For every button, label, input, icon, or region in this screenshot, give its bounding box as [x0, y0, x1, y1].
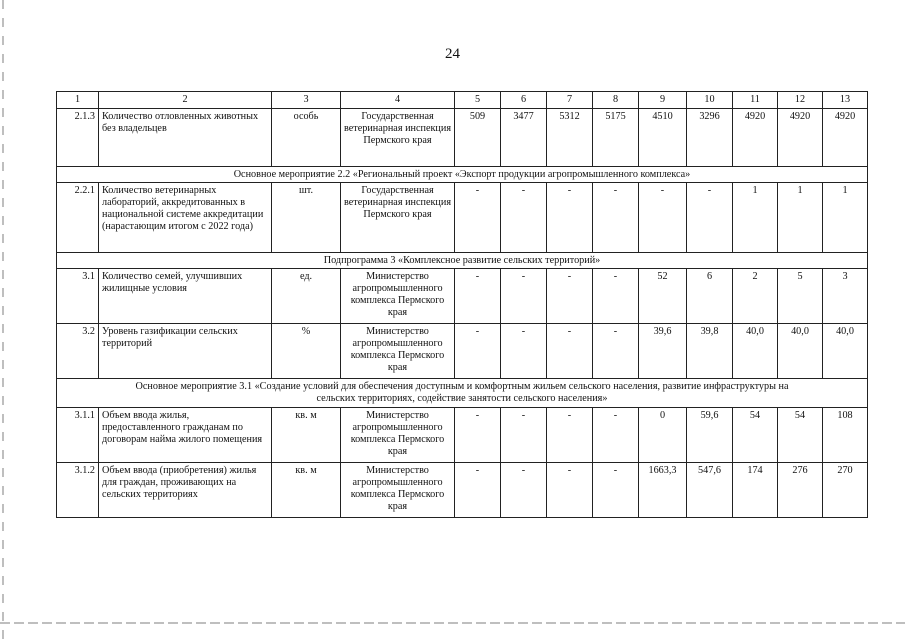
- table-row: [57, 408, 868, 463]
- row-number: 2.2.1: [57, 183, 99, 253]
- indicator-name: Уровень газификации сельских территорий: [99, 324, 272, 379]
- agency-cell: Министерство агропромышленного комплекса Пермского края: [341, 463, 455, 518]
- value-cell: -: [501, 183, 547, 253]
- value-cell: 3477: [501, 109, 547, 167]
- section-title: Подпрограмма 3 «Комплексное развитие сельских территорий»: [57, 253, 868, 269]
- value-cell: 5312: [547, 109, 593, 167]
- value-cell: -: [547, 408, 593, 463]
- value-cell: -: [639, 183, 687, 253]
- header-cell-9: 9: [639, 92, 687, 109]
- scan-edge-left: [2, 0, 4, 640]
- page-number: 24: [445, 46, 460, 62]
- row-number: 3.2: [57, 324, 99, 379]
- agency-cell: Министерство агропромышленного комплекса Пермского края: [341, 408, 455, 463]
- value-cell: -: [501, 408, 547, 463]
- value-cell: 39,6: [639, 324, 687, 379]
- value-cell: 54: [733, 408, 778, 463]
- indicator-name: Количество отловленных животных без владельцев: [99, 109, 272, 167]
- indicators-table: [56, 91, 868, 518]
- value-cell: 509: [455, 109, 501, 167]
- table-row: [57, 269, 868, 324]
- value-cell: -: [455, 324, 501, 379]
- value-cell: 3296: [687, 109, 733, 167]
- value-cell: 52: [639, 269, 687, 324]
- indicator-name: Количество ветеринарных лабораторий, аккредитованных в национальной системе аккредитации (нарастающим итогом с 2022 года): [99, 183, 272, 253]
- row-number: 2.1.3: [57, 109, 99, 167]
- value-cell: 1: [823, 183, 868, 253]
- section-row: [57, 167, 868, 183]
- value-cell: 5175: [593, 109, 639, 167]
- indicator-name: Объем ввода (приобретения) жилья для граждан, проживающих на сельских территориях: [99, 463, 272, 518]
- value-cell: -: [455, 183, 501, 253]
- value-cell: -: [547, 324, 593, 379]
- value-cell: 1: [733, 183, 778, 253]
- value-cell: 39,8: [687, 324, 733, 379]
- section-title: Основное мероприятие 3.1 «Создание условий для обеспечения доступным и комфортным жильем сельского населения, развитие инфраструктуры на сельских территориях, содействие занятости сельского населения»: [57, 379, 868, 408]
- value-cell: -: [455, 408, 501, 463]
- row-number: 3.1.2: [57, 463, 99, 518]
- header-cell-8: 8: [593, 92, 639, 109]
- value-cell: -: [455, 269, 501, 324]
- value-cell: 40,0: [778, 324, 823, 379]
- value-cell: 6: [687, 269, 733, 324]
- indicator-name: Объем ввода жилья, предоставленного гражданам по договорам найма жилого помещения: [99, 408, 272, 463]
- header-cell-12: 12: [778, 92, 823, 109]
- value-cell: 174: [733, 463, 778, 518]
- value-cell: -: [455, 463, 501, 518]
- table-row: [57, 183, 868, 253]
- unit-cell: ед.: [272, 269, 341, 324]
- unit-cell: особь: [272, 109, 341, 167]
- header-cell-10: 10: [687, 92, 733, 109]
- value-cell: -: [593, 408, 639, 463]
- value-cell: 5: [778, 269, 823, 324]
- value-cell: -: [547, 463, 593, 518]
- value-cell: 270: [823, 463, 868, 518]
- unit-cell: %: [272, 324, 341, 379]
- value-cell: 40,0: [733, 324, 778, 379]
- value-cell: -: [593, 183, 639, 253]
- value-cell: -: [501, 324, 547, 379]
- value-cell: 54: [778, 408, 823, 463]
- value-cell: 108: [823, 408, 868, 463]
- header-cell-3: 3: [272, 92, 341, 109]
- value-cell: 4920: [823, 109, 868, 167]
- value-cell: -: [593, 269, 639, 324]
- header-cell-2: 2: [99, 92, 272, 109]
- value-cell: 40,0: [823, 324, 868, 379]
- value-cell: 1663,3: [639, 463, 687, 518]
- section-row: [57, 253, 868, 269]
- value-cell: 2: [733, 269, 778, 324]
- value-cell: -: [547, 183, 593, 253]
- value-cell: -: [593, 324, 639, 379]
- unit-cell: шт.: [272, 183, 341, 253]
- value-cell: -: [687, 183, 733, 253]
- value-cell: 4920: [733, 109, 778, 167]
- value-cell: 276: [778, 463, 823, 518]
- value-cell: 547,6: [687, 463, 733, 518]
- header-cell-13: 13: [823, 92, 868, 109]
- value-cell: -: [501, 269, 547, 324]
- table-row: [57, 109, 868, 167]
- header-cell-4: 4: [341, 92, 455, 109]
- table-header-row: [57, 92, 868, 109]
- agency-cell: Министерство агропромышленного комплекса Пермского края: [341, 269, 455, 324]
- agency-cell: Государственная ветеринарная инспекция Пермского края: [341, 109, 455, 167]
- value-cell: 59,6: [687, 408, 733, 463]
- row-number: 3.1.1: [57, 408, 99, 463]
- header-cell-1: 1: [57, 92, 99, 109]
- value-cell: -: [547, 269, 593, 324]
- value-cell: 4510: [639, 109, 687, 167]
- header-cell-11: 11: [733, 92, 778, 109]
- value-cell: -: [501, 463, 547, 518]
- value-cell: 4920: [778, 109, 823, 167]
- header-cell-7: 7: [547, 92, 593, 109]
- table-row: [57, 324, 868, 379]
- scan-edge-bottom: [0, 622, 905, 624]
- row-number: 3.1: [57, 269, 99, 324]
- agency-cell: Министерство агропромышленного комплекса Пермского края: [341, 324, 455, 379]
- agency-cell: Государственная ветеринарная инспекция Пермского края: [341, 183, 455, 253]
- header-cell-6: 6: [501, 92, 547, 109]
- section-title: Основное мероприятие 2.2 «Региональный проект «Экспорт продукции агропромышленного комплекса»: [57, 167, 868, 183]
- indicator-name: Количество семей, улучшивших жилищные условия: [99, 269, 272, 324]
- unit-cell: кв. м: [272, 463, 341, 518]
- table-row: [57, 463, 868, 518]
- value-cell: -: [593, 463, 639, 518]
- unit-cell: кв. м: [272, 408, 341, 463]
- section-row: [57, 379, 868, 408]
- header-cell-5: 5: [455, 92, 501, 109]
- value-cell: 0: [639, 408, 687, 463]
- value-cell: 1: [778, 183, 823, 253]
- value-cell: 3: [823, 269, 868, 324]
